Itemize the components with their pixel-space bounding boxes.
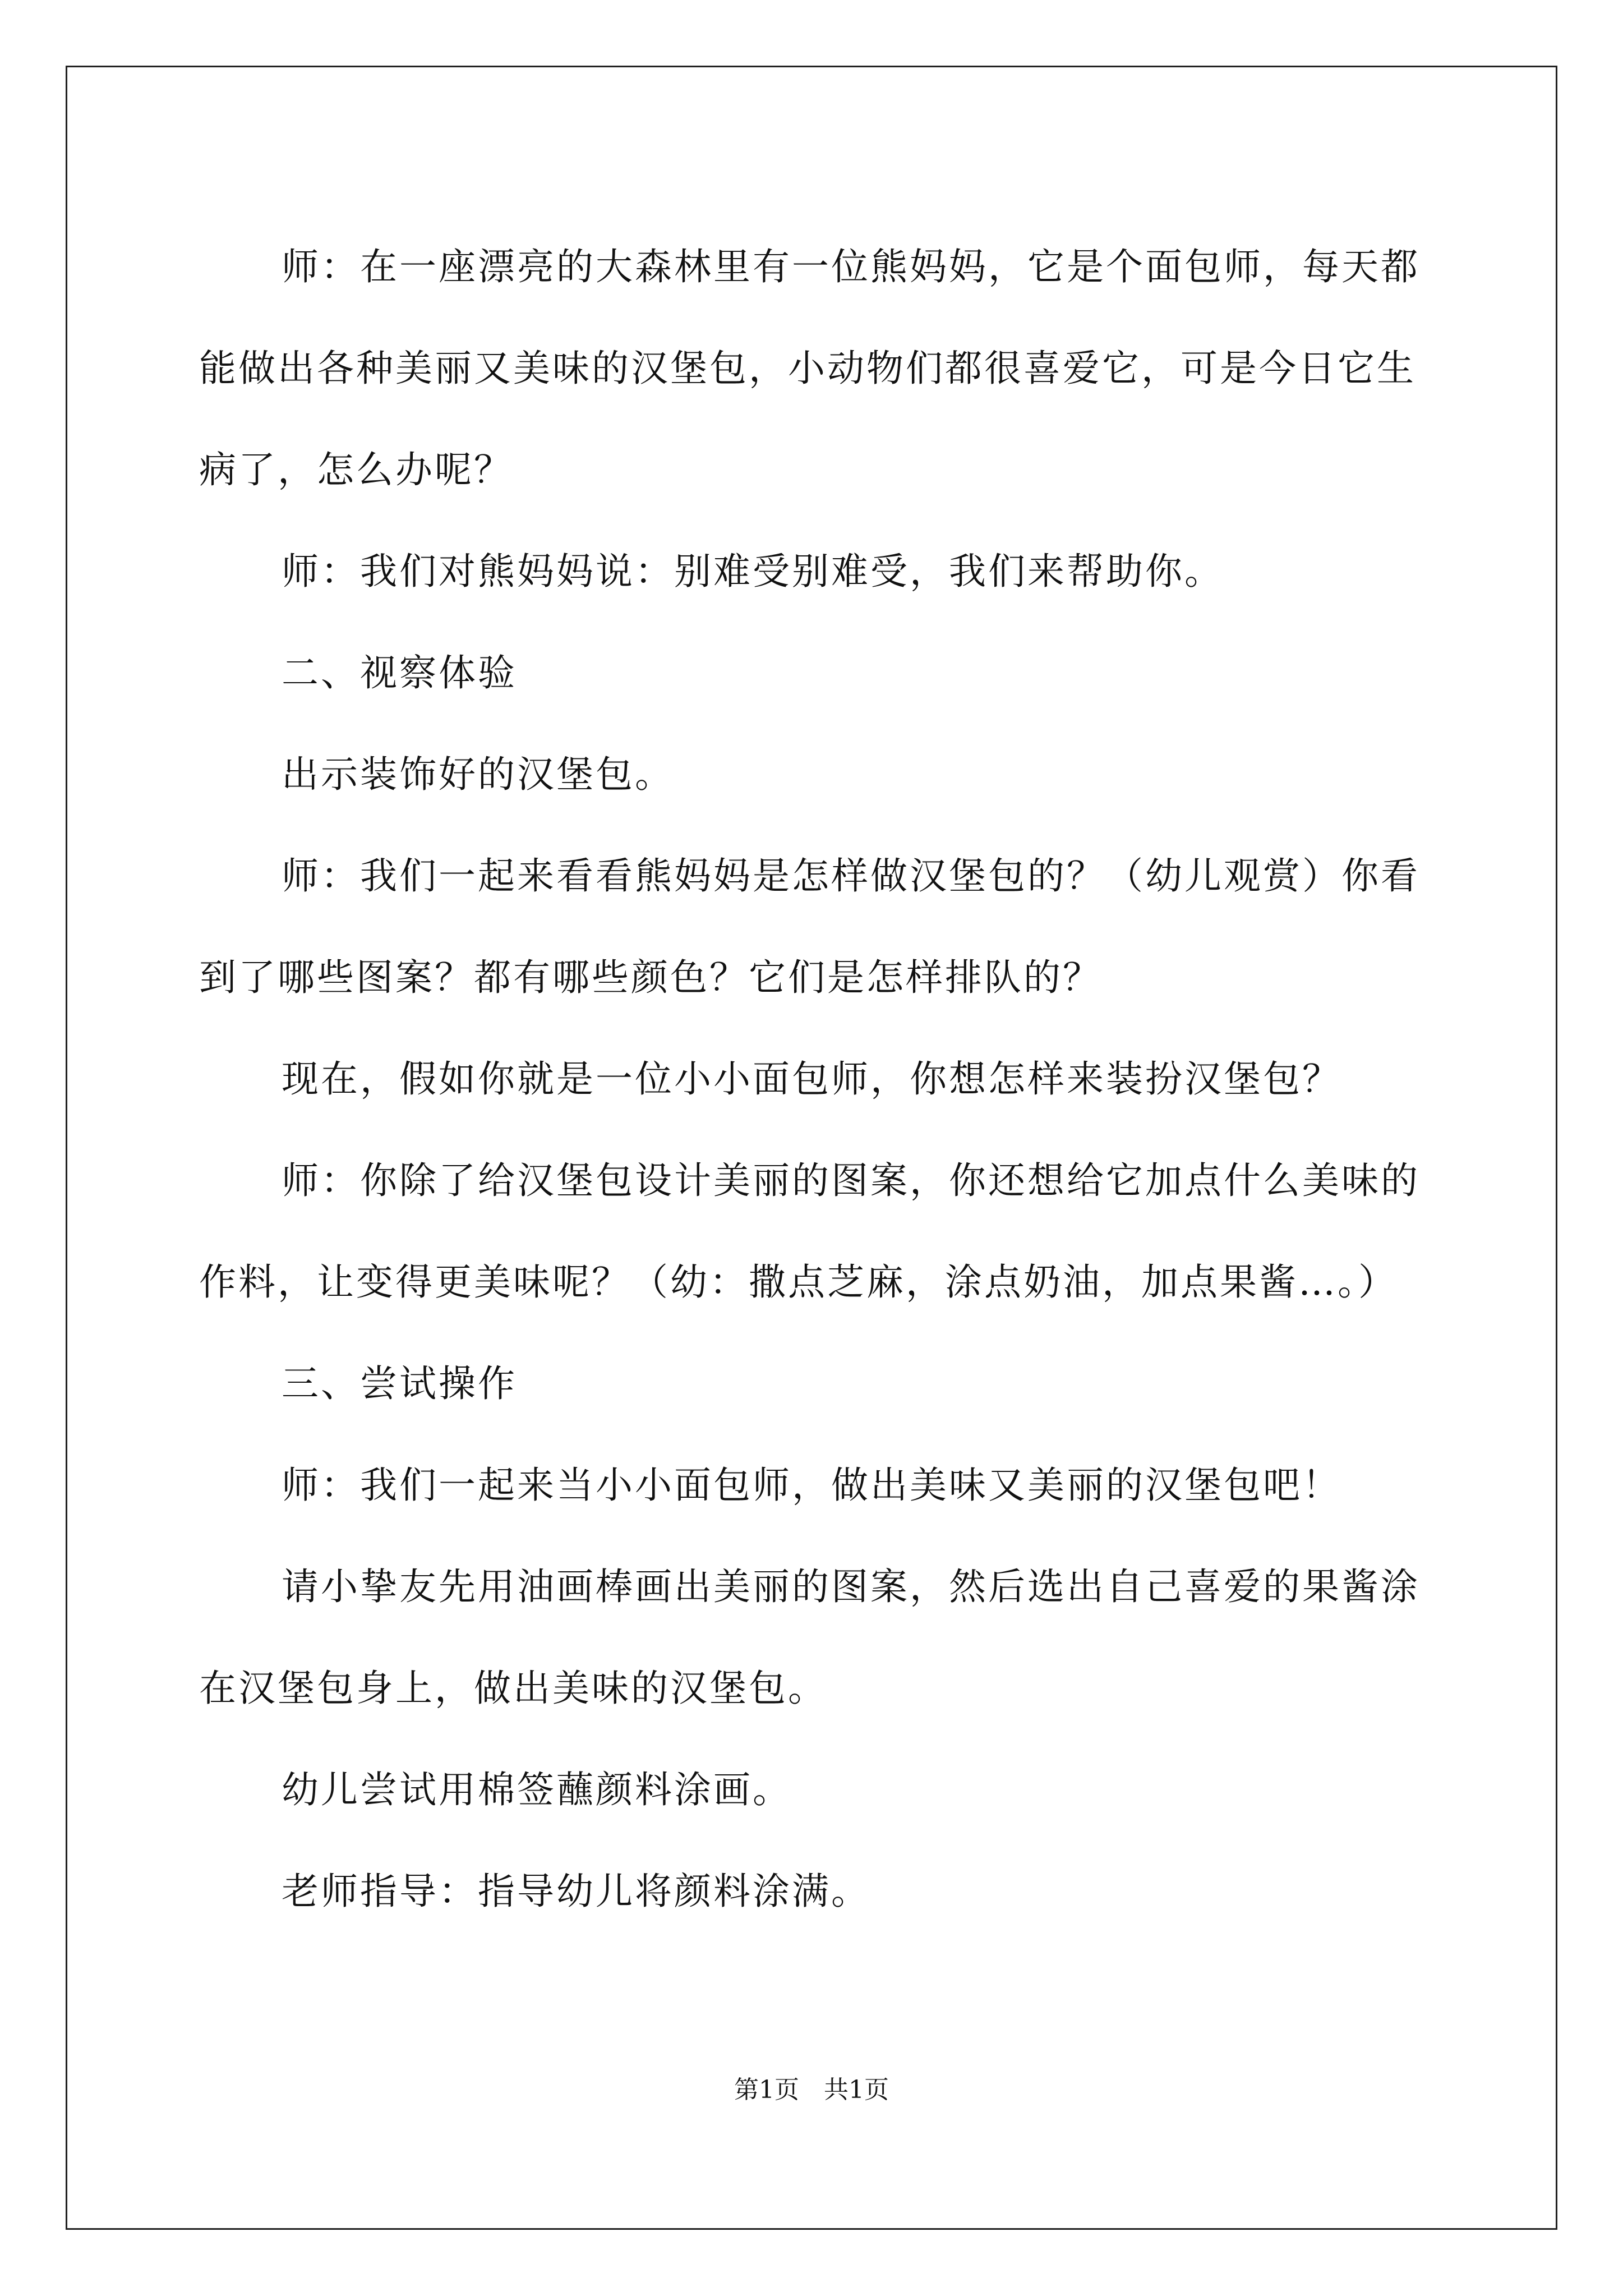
page-number-footer: 第1页 共1页: [734, 2076, 889, 2104]
paragraph: 师：在一座漂亮的大森林里有一位熊妈妈，它是个面包师，每天都能做出各种美丽又美味的汉堡包，小动物们都很喜爱它，可是今日它生病了，怎么办呢？: [199, 245, 1420, 491]
paragraph: 师：我们对熊妈妈说：别难受别难受，我们来帮助你。: [282, 550, 1224, 593]
paragraph: 现在，假如你就是一位小小面包师，你想怎样来装扮汉堡包？: [282, 1057, 1341, 1101]
paragraph: 师：你除了给汉堡包设计美丽的图案，你还想给它加点什么美味的作料，让变得更美味呢？（幼：撒点芝麻，涂点奶油，加点果酱…。）: [199, 1159, 1420, 1304]
section-heading: 三、尝试操作: [282, 1362, 517, 1405]
paragraph: 幼儿尝试用棉签蘸颜料涂画。: [282, 1768, 792, 1811]
paragraph: 请小挚友先用油画棒画出美丽的图案，然后选出自己喜爱的果酱涂在汉堡包身上，做出美味的汉堡包。: [199, 1565, 1420, 1710]
paragraph: 师：我们一起来当小小面包师，做出美味又美丽的汉堡包吧！: [282, 1464, 1341, 1507]
paragraph: 师：我们一起来看看熊妈妈是怎样做汉堡包的？（幼儿观赏）你看到了哪些图案？都有哪些颜色？它们是怎样排队的？: [199, 854, 1420, 999]
section-heading: 二、视察体验: [282, 651, 517, 694]
paragraph: 老师指导：指导幼儿将颜料涂满。: [282, 1870, 870, 1913]
paragraph: 出示装饰好的汉堡包。: [282, 753, 674, 796]
document-body: [199, 216, 1450, 1942]
